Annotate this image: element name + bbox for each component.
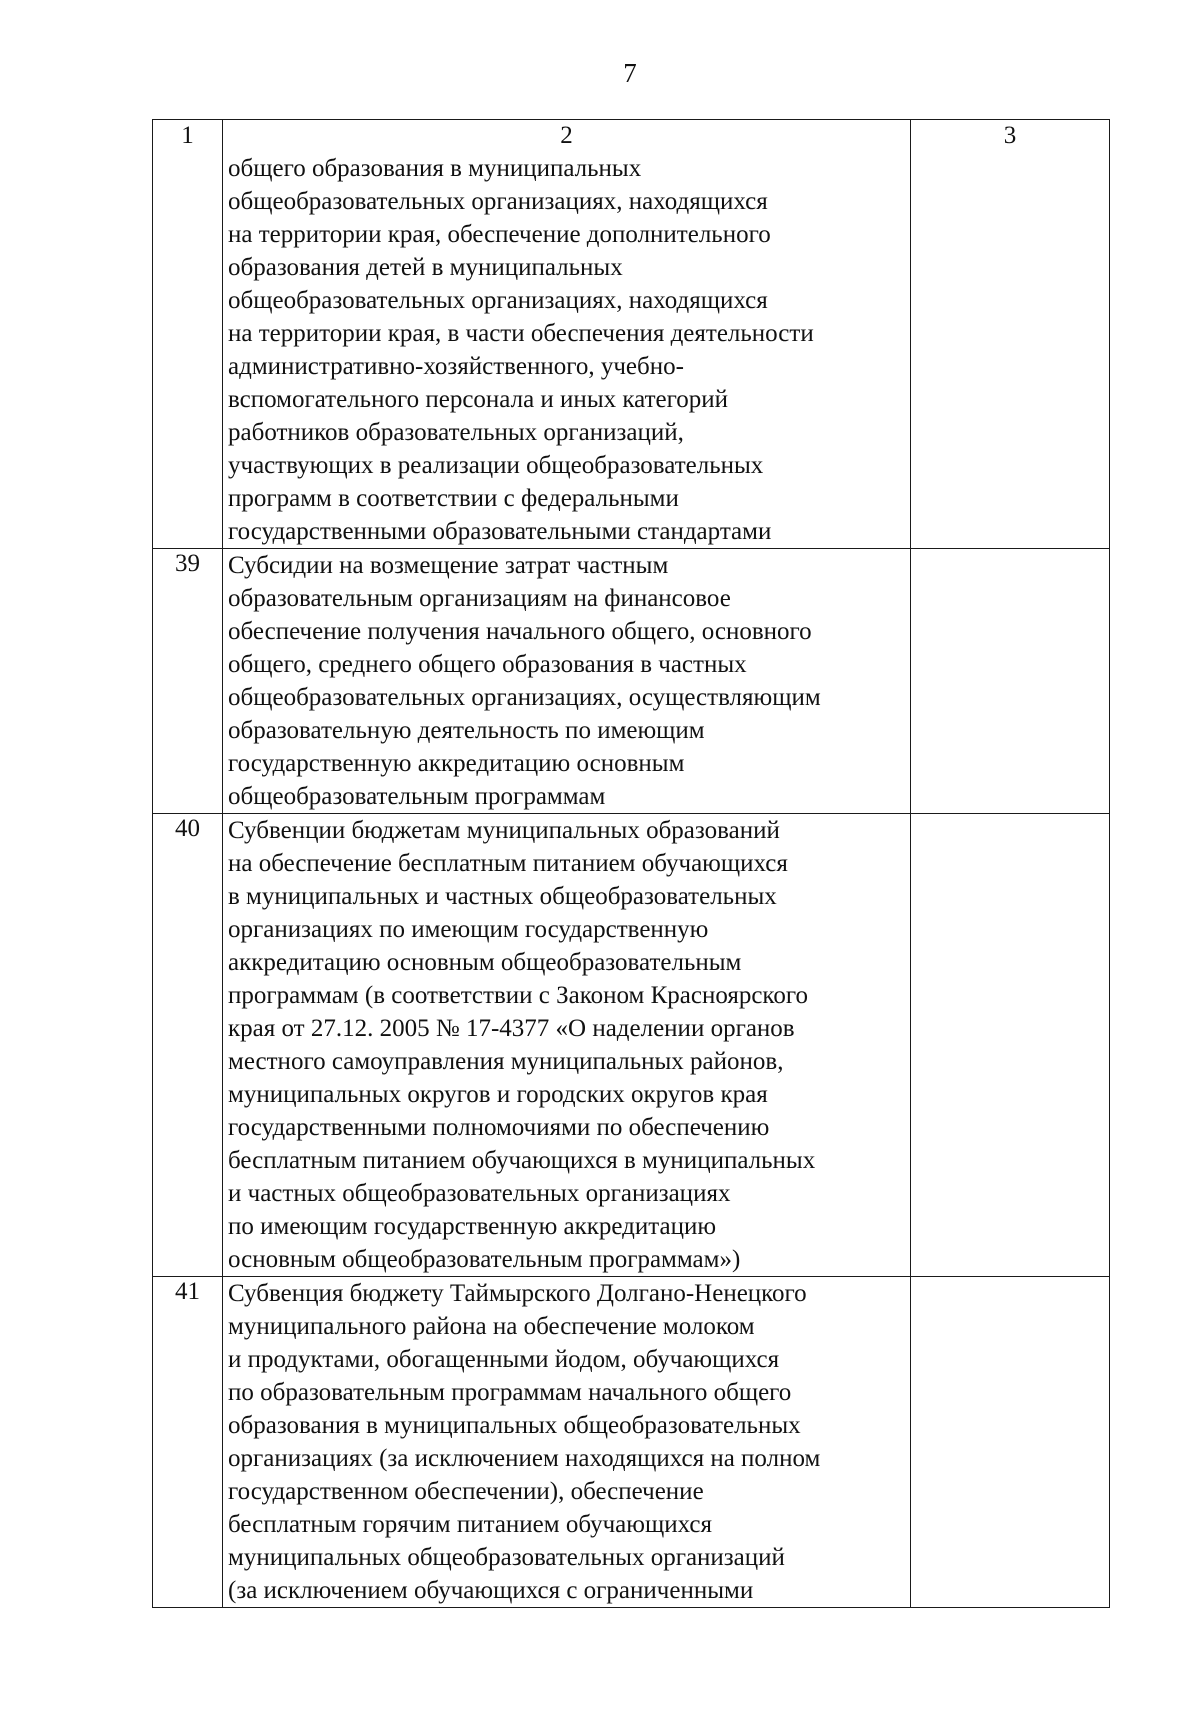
row-description bbox=[223, 1277, 911, 1607]
row-number bbox=[153, 152, 223, 548]
description-line: участвующих в реализации общеобразовательных bbox=[228, 452, 764, 479]
description-line: Субвенция бюджету Таймырского Долгано-Ненецкого bbox=[228, 1280, 807, 1307]
description-line: обеспечение получения начального общего, основного bbox=[228, 618, 812, 645]
description-line: организациях по имеющим государственную bbox=[228, 916, 709, 943]
row-number: 41 bbox=[153, 1277, 223, 1607]
row-number: 39 bbox=[153, 549, 223, 813]
description-line: Субсидии на возмещение затрат частным bbox=[228, 552, 669, 579]
row-col-3 bbox=[911, 1277, 1109, 1607]
description-line: муниципальных округов и городских округов края bbox=[228, 1081, 768, 1108]
description-line: программ в соответствии с федеральными bbox=[228, 485, 679, 512]
description-line: общеобразовательных организациях, осуществляющим bbox=[228, 684, 821, 711]
description-line: муниципальных общеобразовательных организаций bbox=[228, 1544, 785, 1571]
description-line: и частных общеобразовательных организациях bbox=[228, 1180, 731, 1207]
description-line: общеобразовательных организациях, находящихся bbox=[228, 188, 768, 215]
description-line: образовательным организациям на финансовое bbox=[228, 585, 731, 612]
description-line: в муниципальных и частных общеобразовательных bbox=[228, 883, 777, 910]
table-row bbox=[153, 1276, 1109, 1607]
description-line: бесплатным питанием обучающихся в муниципальных bbox=[228, 1147, 816, 1174]
description-line: на территории края, обеспечение дополнительного bbox=[228, 221, 771, 248]
description-line: организациях (за исключением находящихся на полном bbox=[228, 1445, 821, 1472]
description-line: общеобразовательных организациях, находящихся bbox=[228, 287, 768, 314]
description-line: работников образовательных организаций, bbox=[228, 419, 684, 446]
description-line: основным общеобразовательным программам») bbox=[228, 1246, 741, 1273]
table-header-row bbox=[153, 120, 1109, 152]
table-body bbox=[153, 152, 1109, 1607]
description-line: по имеющим государственную аккредитацию bbox=[228, 1213, 717, 1240]
table-row bbox=[153, 548, 1109, 813]
description-line: бесплатным горячим питанием обучающихся bbox=[228, 1511, 712, 1538]
header-col-1: 1 bbox=[153, 120, 223, 152]
description-line: Субвенции бюджетам муниципальных образований bbox=[228, 817, 780, 844]
row-col-3 bbox=[911, 152, 1109, 548]
page-number: 7 bbox=[623, 58, 637, 88]
row-description bbox=[223, 549, 911, 813]
description-line: аккредитацию основным общеобразовательным bbox=[228, 949, 742, 976]
description-line: государственными образовательными стандартами bbox=[228, 518, 772, 545]
description-line: государственными полномочиями по обеспечению bbox=[228, 1114, 770, 1141]
description-line: муниципального района на обеспечение молоком bbox=[228, 1313, 755, 1340]
description-line: (за исключением обучающихся с ограниченными bbox=[228, 1577, 754, 1604]
description-line: общего образования в муниципальных bbox=[228, 155, 642, 182]
description-line: на обеспечение бесплатным питанием обучающихся bbox=[228, 850, 788, 877]
table-row bbox=[153, 152, 1109, 548]
description-line: программам (в соответствии с Законом Красноярского bbox=[228, 982, 808, 1009]
description-line: образования детей в муниципальных bbox=[228, 254, 623, 281]
description-line: образования в муниципальных общеобразовательных bbox=[228, 1412, 801, 1439]
description-line: и продуктами, обогащенными йодом, обучающихся bbox=[228, 1346, 780, 1373]
description-line: общеобразовательным программам bbox=[228, 783, 606, 810]
row-description bbox=[223, 814, 911, 1276]
description-line: вспомогательного персонала и иных категорий bbox=[228, 386, 728, 413]
description-line: государственную аккредитацию основным bbox=[228, 750, 685, 777]
description-line: государственном обеспечении), обеспечение bbox=[228, 1478, 704, 1505]
budget-table bbox=[152, 119, 1110, 1608]
row-col-3 bbox=[911, 549, 1109, 813]
description-line: на территории края, в части обеспечения деятельности bbox=[228, 320, 814, 347]
row-number: 40 bbox=[153, 814, 223, 1276]
description-line: образовательную деятельность по имеющим bbox=[228, 717, 705, 744]
table-row bbox=[153, 813, 1109, 1276]
description-line: административно-хозяйственного, учебно- bbox=[228, 353, 684, 380]
row-col-3 bbox=[911, 814, 1109, 1276]
description-line: общего, среднего общего образования в частных bbox=[228, 651, 747, 678]
row-description bbox=[223, 152, 911, 548]
description-line: края от 27.12. 2005 № 17-4377 «О наделении органов bbox=[228, 1015, 795, 1042]
description-line: по образовательным программам начального общего bbox=[228, 1379, 792, 1406]
header-col-3: 3 bbox=[1003, 122, 1017, 149]
description-line: местного самоуправления муниципальных районов, bbox=[228, 1048, 784, 1075]
header-col-2: 2 bbox=[223, 120, 911, 152]
